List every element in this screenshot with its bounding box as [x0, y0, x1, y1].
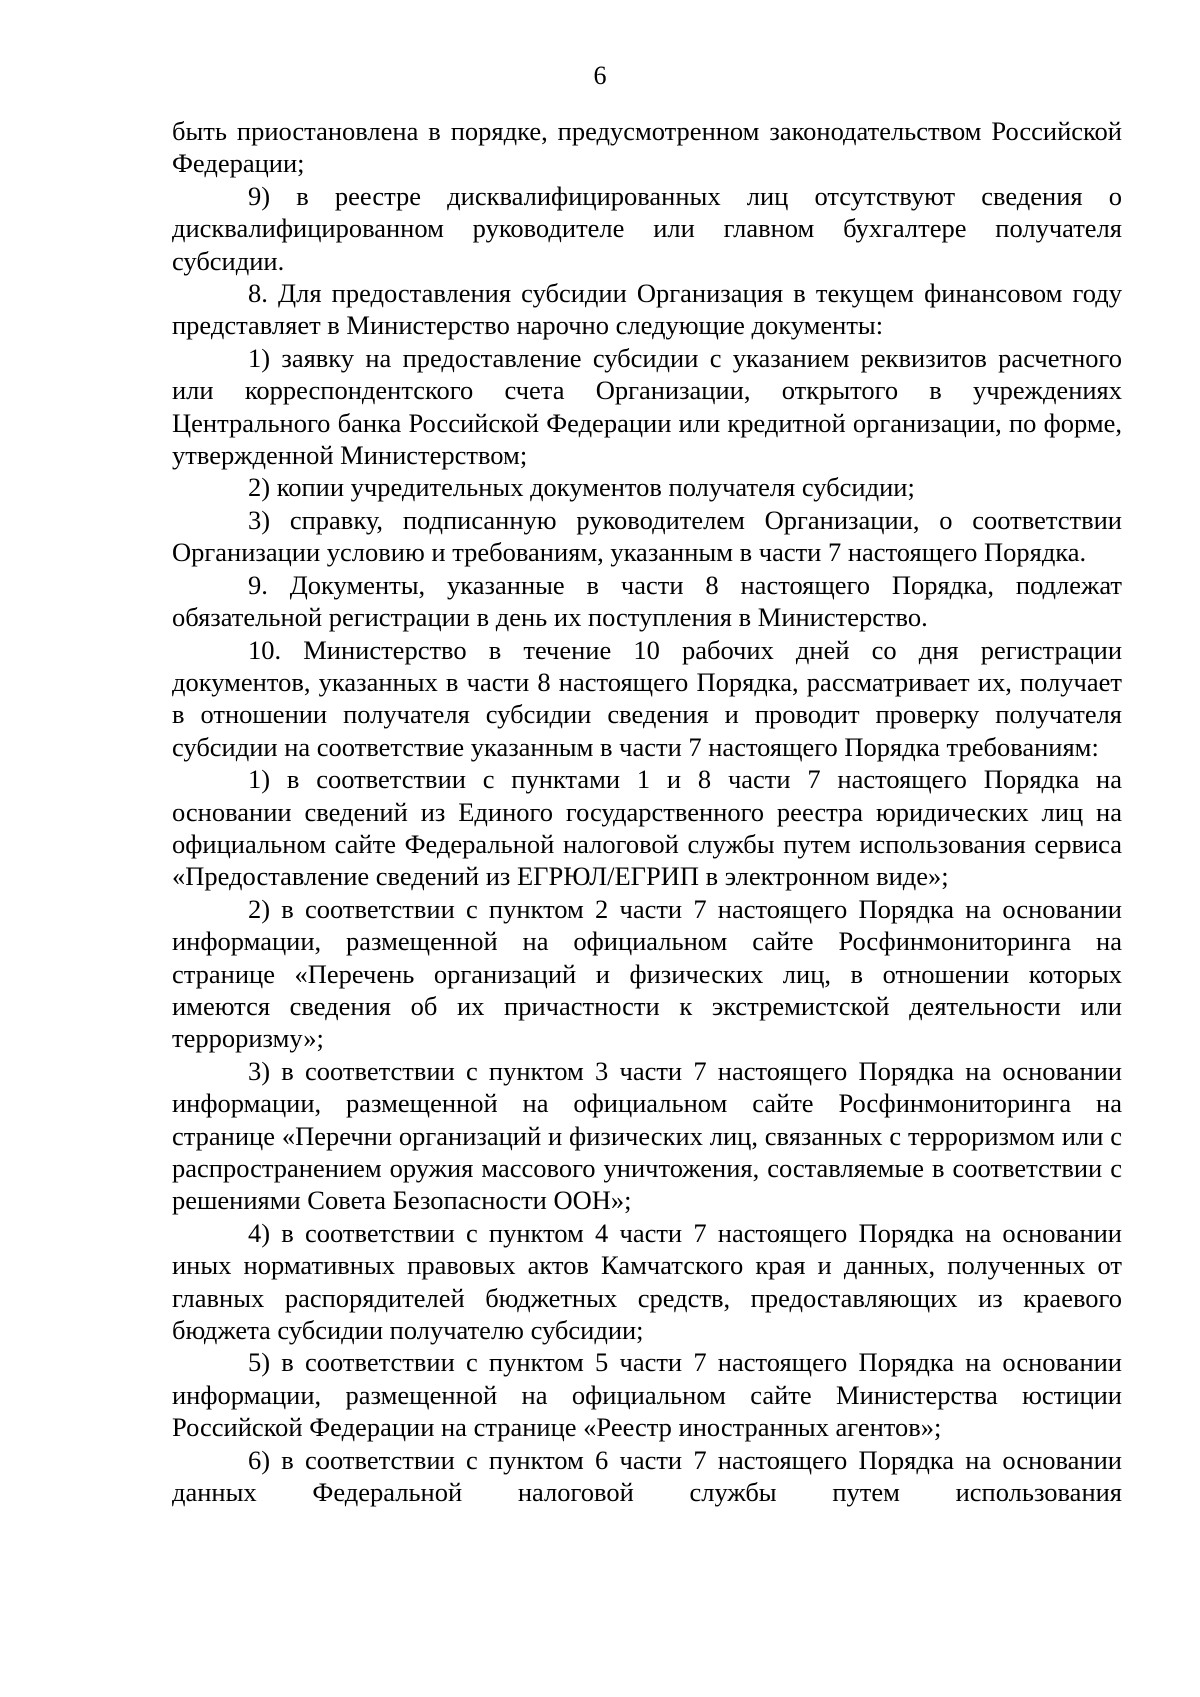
- paragraph: 4) в соответствии с пунктом 4 части 7 настоящего Порядка на основании иных нормативных правовых актов Камчатского края и данных, полученных от главных распорядителей бюджетных средств, предоставляющих из краевого бюджета субсидии получателю субсидии;: [172, 1217, 1122, 1346]
- paragraph: 6) в соответствии с пунктом 6 части 7 настоящего Порядка на основании данных Федеральной налоговой службы путем использования: [172, 1444, 1122, 1508]
- paragraph: 9. Документы, указанные в части 8 настоящего Порядка, подлежат обязательной регистрации в день их поступления в Министерство.: [172, 569, 1122, 633]
- paragraph: 9) в реестре дисквалифицированных лиц отсутствуют сведения о дисквалифицированном руководителе или главном бухгалтере получателя субсидии.: [172, 180, 1122, 276]
- paragraph: 10. Министерство в течение 10 рабочих дней со дня регистрации документов, указанных в части 8 настоящего Порядка, рассматривает их, получает в отношении получателя субсидии сведения и проводит проверку получателя субсидии на соответствие указанным в части 7 настоящего Порядка требованиям:: [172, 634, 1122, 762]
- paragraph: 1) в соответствии с пунктами 1 и 8 части 7 настоящего Порядка на основании сведений из Единого государственного реестра юридических лиц на официальном сайте Федеральной налоговой службы путем использования сервиса «Предоставление сведений из ЕГРЮЛ/ЕГРИП в электронном виде»;: [172, 764, 1122, 892]
- document-body: [172, 115, 1122, 1508]
- paragraph: 8. Для предоставления субсидии Организация в текущем финансовом году представляет в Министерство нарочно следующие документы:: [172, 278, 1122, 341]
- paragraph: 3) справку, подписанную руководителем Организации, о соответствии Организации условию и требованиям, указанным в части 7 настоящего Порядка.: [172, 504, 1122, 568]
- paragraph: 2) копии учредительных документов получателя субсидии;: [248, 472, 915, 503]
- paragraph: быть приостановлена в порядке, предусмотренном законодательством Российской Федерации;: [172, 116, 1122, 179]
- paragraph: 3) в соответствии с пунктом 3 части 7 настоящего Порядка на основании информации, размещенной на официальном сайте Росфинмониторинга на странице «Перечни организаций и физических лиц, связанных с терроризмом или с распространением оружия массового уничтожения, составляемые в соответствии с решениями Совета Безопасности ООН»;: [172, 1055, 1122, 1216]
- paragraph: 5) в соответствии с пунктом 5 части 7 настоящего Порядка на основании информации, размещенной на официальном сайте Министерства юстиции Российской Федерации на странице «Реестр иностранных агентов»;: [172, 1347, 1122, 1443]
- paragraph: 1) заявку на предоставление субсидии с указанием реквизитов расчетного или корреспондентского счета Организации, открытого в учреждениях Центрального банка Российской Федерации или кредитной организации, по форме, утвержденной Министерством;: [172, 342, 1122, 471]
- paragraph: 2) в соответствии с пунктом 2 части 7 настоящего Порядка на основании информации, размещенной на официальном сайте Росфинмониторинга на странице «Перечень организаций и физических лиц, в отношении которых имеются сведения об их причастности к экстремистской деятельности или терроризму»;: [172, 893, 1122, 1054]
- page-number: 6: [593, 61, 607, 90]
